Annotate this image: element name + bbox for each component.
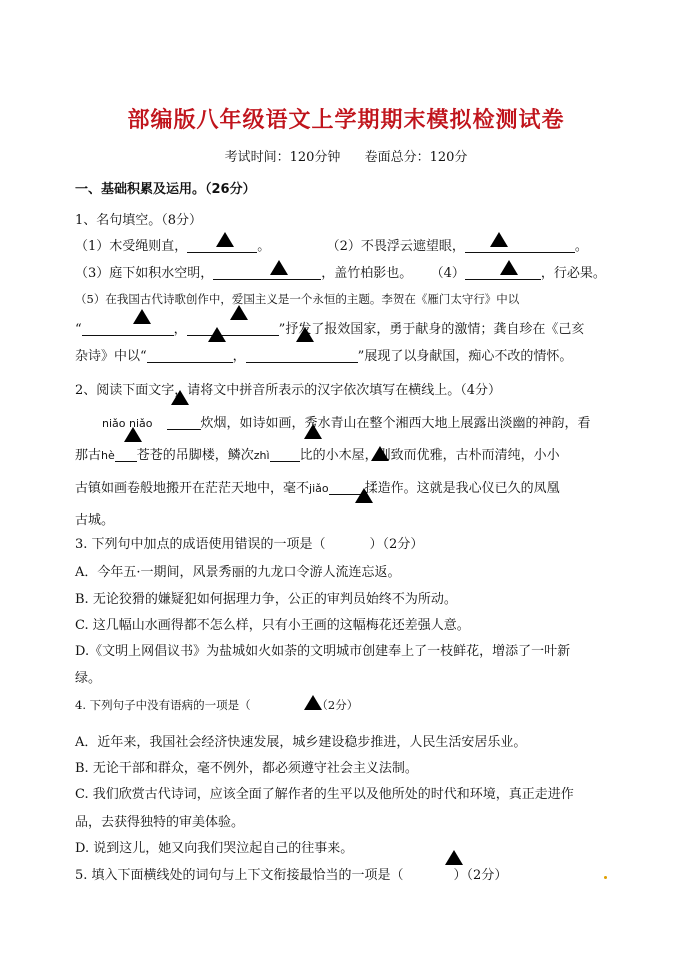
triangle-mark-icon xyxy=(296,327,314,342)
triangle-mark-icon xyxy=(208,327,226,342)
triangle-mark-icon xyxy=(304,695,322,710)
q1-heading: 1、名句填空。（8分） xyxy=(75,213,203,228)
q3-option-b: B. 无论狡猾的嫌疑犯如何据理力争，公正的审判员始终不为所动。 xyxy=(75,592,457,607)
q1-item2-text: （2）不畏浮云遮望眼， xyxy=(326,239,465,254)
q1-item5-blank3[interactable] xyxy=(147,348,233,363)
q2-blank3[interactable] xyxy=(270,447,300,462)
triangle-mark-icon xyxy=(371,446,389,461)
stray-dot xyxy=(604,876,607,879)
triangle-mark-icon xyxy=(230,305,248,320)
q2-para-line1: niǎo niǎo 炊烟，如诗如画，秀水青山在整个湘西大地上展露出淡幽的神韵，看 xyxy=(102,416,591,431)
q1-row1 xyxy=(75,235,635,254)
q2-para-line2: 那古hè 苍苍的吊脚楼，鳞次zhì 比的小木屋，别致而优雅，古朴而清纯，小小 xyxy=(75,448,560,463)
triangle-mark-icon xyxy=(270,260,288,275)
triangle-mark-icon xyxy=(445,850,463,865)
q2-pinyin4: jiǎo xyxy=(309,482,329,495)
triangle-mark-icon xyxy=(304,424,322,439)
q1-item2-end: 。 xyxy=(574,239,588,254)
q5-heading: 5. 填入下面横线处的词句与上下文衔接最恰当的一项是（ ）（2分） xyxy=(75,868,508,883)
section-heading: 一、基础积累及运用。（26分） xyxy=(75,182,256,197)
triangle-mark-icon xyxy=(500,260,518,275)
q1-item2-blank[interactable] xyxy=(465,238,575,253)
q2-pinyin2: hè xyxy=(101,449,115,462)
q2-para-line3: 古镇如画卷般地搬开在茫茫天地中，毫不jiǎo 揉造作。这就是我心仪已久的凤凰 xyxy=(75,481,560,496)
q3-heading: 3. 下列句中加点的成语使用错误的一项是（ ）（2分） xyxy=(75,537,424,552)
q1-item3-text: （3）庭下如积水空明， xyxy=(75,266,214,281)
total-score: 卷面总分：120分 xyxy=(364,150,468,165)
q2-pinyin3: zhì xyxy=(253,449,270,462)
triangle-mark-icon xyxy=(124,427,142,442)
triangle-mark-icon xyxy=(490,232,508,247)
exam-info xyxy=(0,146,692,165)
triangle-mark-icon xyxy=(216,232,234,247)
q2-blank2[interactable] xyxy=(115,447,137,462)
triangle-mark-icon xyxy=(355,488,373,503)
triangle-mark-icon xyxy=(171,390,189,405)
q4-option-c-line1: C. 我们欣赏古代诗词，应该全面了解作者的生平以及他所处的时代和环境，真正走进作 xyxy=(75,787,574,802)
q1-item1-text: （1）木受绳则直， xyxy=(75,239,188,254)
q1-item3-blank[interactable] xyxy=(213,265,321,280)
q4-heading: 4. 下列句子中没有语病的一项是（ ）（2分） xyxy=(75,698,359,712)
q3-option-d-line1: D.《文明上网倡议书》为盐城如火如荼的文明城市创建奉上了一枝鲜花，增添了一叶新 xyxy=(75,644,571,659)
q1-item1-end: 。 xyxy=(257,239,271,254)
q2-para-line4: 古城。 xyxy=(75,513,115,528)
q1-item5-blank1[interactable] xyxy=(82,321,174,336)
q1-item5-line3: 杂诗》中以“ ， ”展现了以身献国，痴心不改的情怀。 xyxy=(75,349,573,364)
q1-row2 xyxy=(75,262,635,281)
q3-option-d-line2: 绿。 xyxy=(75,671,102,686)
q3-option-c: C. 这几幅山水画得都不怎么样，只有小王画的这幅梅花还差强人意。 xyxy=(75,618,470,633)
q4-option-a: A．近年来，我国社会经济快速发展，城乡建设稳步推进，人民生活安居乐业。 xyxy=(75,735,527,750)
q1-item5-blank2[interactable] xyxy=(187,321,279,336)
q4-option-d: D. 说到这儿，她又向我们哭泣起自己的往事来。 xyxy=(75,841,354,856)
q1-item4-end: ，行必果。 xyxy=(540,266,606,281)
q4-option-b: B. 无论干部和群众，毫不例外，都必须遵守社会主义法制。 xyxy=(75,761,418,776)
q2-heading: 2、阅读下面文字，请将文中拼音所表示的汉字依次填写在横线上。（4分） xyxy=(75,383,502,398)
page-title: 部编版八年级语文上学期期末模拟检测试卷 xyxy=(127,108,565,133)
q1-item5-blank4[interactable] xyxy=(246,348,358,363)
exam-time: 考试时间：120分钟 xyxy=(224,150,341,165)
q2-blank1[interactable] xyxy=(167,415,201,430)
q4-option-c-line2: 品，去获得独特的审美体验。 xyxy=(75,815,245,830)
q3-option-a: A．今年五·一期间，风景秀丽的九龙口令游人流连忘返。 xyxy=(75,565,401,580)
q1-item3-end: ，盖竹柏影也。 xyxy=(321,266,413,281)
triangle-mark-icon xyxy=(133,309,151,324)
q2-pinyin1: niǎo niǎo xyxy=(102,417,153,430)
q1-item4-text: （4） xyxy=(430,266,465,281)
q1-item5-line1: （5）在我国古代诗歌创作中，爱国主义是一个永恒的主题。李贺在《雁门太守行》中以 xyxy=(75,292,520,306)
q1-item5-line2: “ ， ”抒发了报效国家，勇于献身的激情；龚自珍在《己亥 xyxy=(75,322,585,337)
